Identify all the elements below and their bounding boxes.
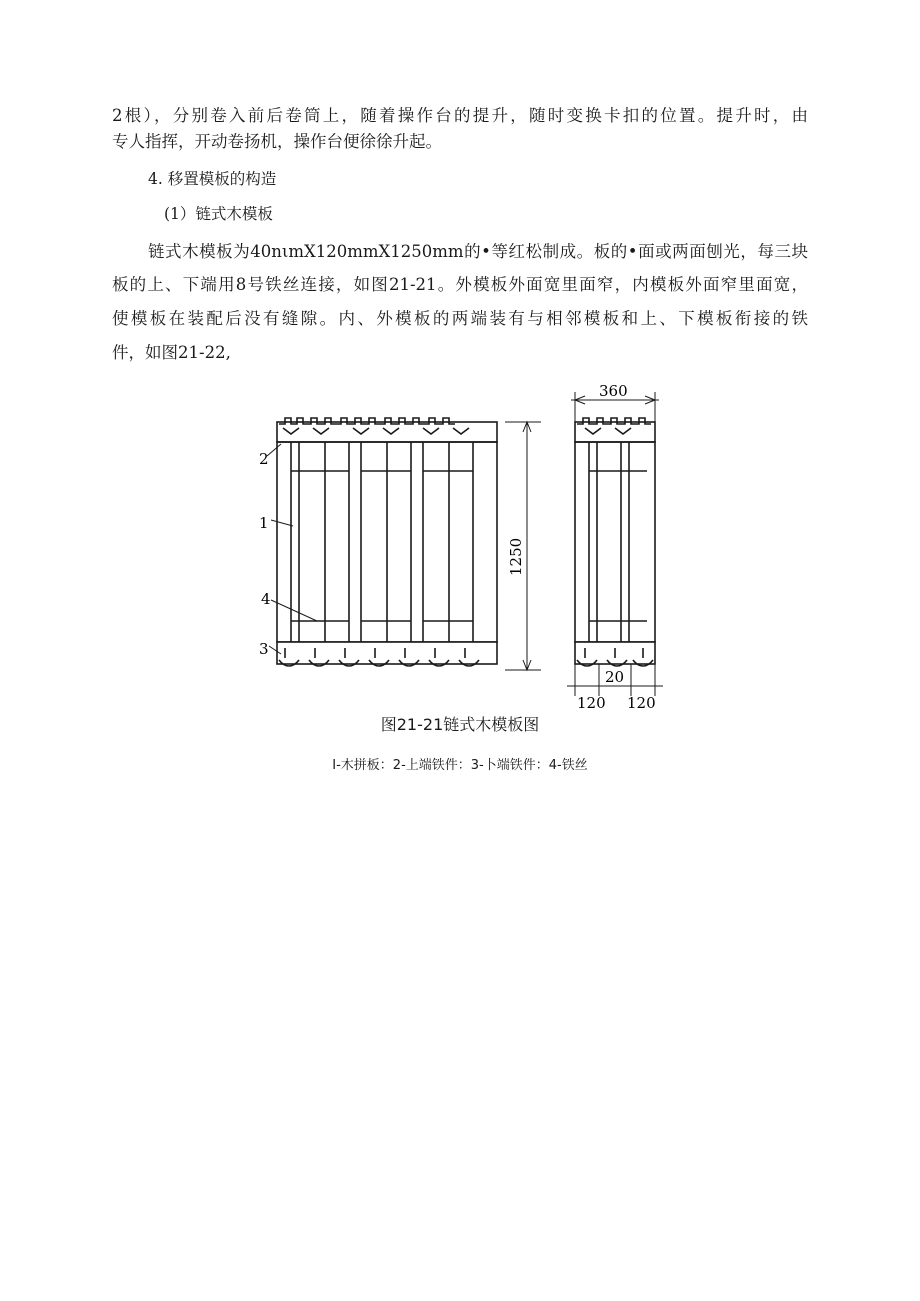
dimension-width-right: 120: [627, 694, 656, 712]
dimension-height: 1250: [507, 537, 525, 576]
dimension-width-left: 120: [577, 694, 606, 712]
paragraph2-line4: 件，如图21-22,: [112, 343, 231, 362]
subsection-heading: (1）链式木模板: [164, 205, 273, 223]
paragraph2-line1: 链式木模板为40nιmX120mmX1250mm的•等红松制成。板的•面或两面刨光，每三块: [148, 242, 808, 261]
paragraph1-line1: 2根），分别卷入前后卷筒上，随着操作台的提升，随时变换卡扣的位置。提升时，由: [112, 106, 808, 125]
dimension-gap: 20: [605, 668, 625, 686]
formwork-figure: [255, 378, 665, 718]
paragraph1-line2: 专人指挥，开动卷扬机，操作台便徐徐升起。: [112, 132, 442, 151]
callout-2: 2: [259, 450, 269, 468]
section-heading: 4. 移置模板的构造: [148, 170, 277, 188]
front-view-callouts: [267, 444, 317, 654]
callout-1: 1: [259, 514, 269, 532]
figure-legend: I-木拼板：2-上端铁件：3-卜端铁件：4-铁丝: [332, 758, 588, 773]
figure-caption: 图21-21链式木模板图: [380, 715, 540, 734]
front-view-formwork: [277, 418, 497, 666]
side-view-formwork: [575, 418, 655, 666]
paragraph2-line3: 使模板在装配后没有缝隙。内、外模板的两端装有与相邻模板和上、下模板衔接的铁: [112, 309, 808, 328]
dimension-width-top: 360: [599, 382, 628, 400]
callout-4: 4: [261, 590, 271, 608]
paragraph2-line2: 板的上、下端用8号铁丝连接，如图21-21。外模板外面宽里面窄，内模板外面窄里面宽，: [112, 275, 808, 294]
callout-3: 3: [259, 640, 269, 658]
